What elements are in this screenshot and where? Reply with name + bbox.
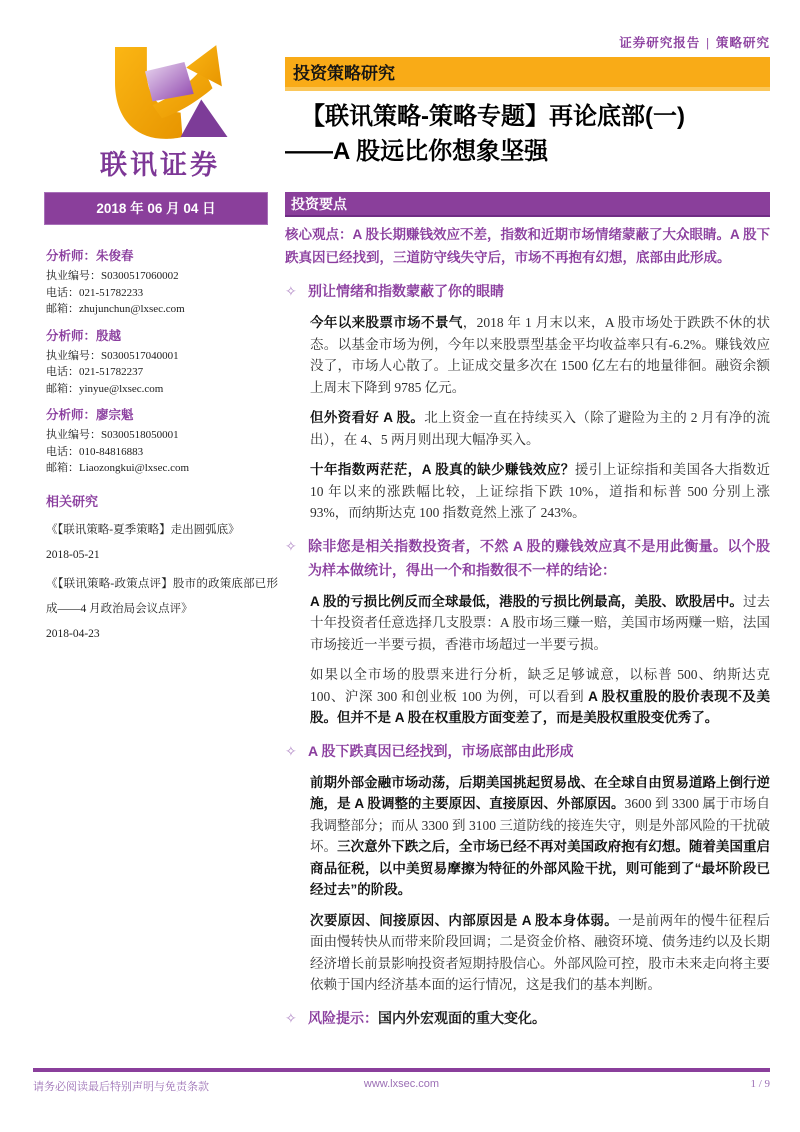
section-heading xyxy=(285,1006,770,1030)
diamond-bullet-icon: ✧ xyxy=(285,283,297,299)
company-logo xyxy=(55,42,265,182)
analyst-block xyxy=(46,407,278,477)
analyst-license: 执业编号：S0300518050001 xyxy=(46,429,179,441)
body-paragraph: 十年指数两茫茫，A 股真的缺少赚钱效应？援引上证综指和美国各大指数近 10 年以来的涨跌幅比较，上证综指下跌 10%，道指和标普 500 分别上涨 93%，而纳斯达克 100 指数竟然上涨了 243%。 xyxy=(310,462,770,520)
lianxun-logo-icon xyxy=(85,42,235,142)
section-heading xyxy=(285,534,770,582)
body-paragraph: 次要原因、间接原因、内部原因是 A 股本身体弱。一是前两年的慢牛征程后面由慢转快从而带来阶段回调；二是资金价格、融资环境、债务违约以及长期经济增长前景影响投资者短期持股信心。外部风险可控，股市未来走向将主要依赖于国内经济基本面的运行情况，这是我们的基本判断。 xyxy=(310,912,771,992)
analyst-phone: 电话：021-51782233 xyxy=(46,286,144,299)
classification-separator: | xyxy=(706,36,710,50)
analyst-email: 邮箱：Liaozongkui@lxsec.com xyxy=(46,462,190,474)
related-research-item xyxy=(46,572,278,647)
footer-website-link[interactable]: www.lxsec.com xyxy=(363,1078,440,1090)
related-research xyxy=(46,491,278,647)
footer-page-number: 1 / 9 xyxy=(750,1078,770,1090)
core-viewpoint: 核心观点：A 股长期赚钱效应不差，指数和近期市场情绪蒙蔽了大众眼睛。A 股下跌真因已经找到，三道防守线失守后，市场不再抱有幻想，底部由此形成。 xyxy=(285,227,770,265)
body-paragraph: 今年以来股票市场不景气，2018 年 1 月末以来，A 股市场处于跌跌不休的状态。以基金市场为例，今年以来股票型基金平均收益率只有-6.2%。赚钱效应没了，市场人心散了。上证成交量多次在 1500 亿左右的地量徘徊。融资余额上周末下降到 9785 亿元。 xyxy=(310,315,771,395)
related-research-title: 相关研究 xyxy=(46,493,99,509)
footer-disclaimer: 请务必阅读最后特别声明与免责条款 xyxy=(33,1081,209,1093)
related-research-item-title: 《【联讯策略-夏季策略】走出圆弧底》 xyxy=(46,523,240,536)
diamond-bullet-icon: ✧ xyxy=(285,1009,297,1026)
company-name: 联讯证券 xyxy=(100,150,220,180)
report-classification xyxy=(619,33,770,51)
investment-highlights-bar: 投资要点 xyxy=(285,192,770,217)
report-date: 2018 年 06 月 04 日 xyxy=(44,192,268,225)
diamond-bullet-icon: ✧ xyxy=(285,742,297,759)
analyst-email: 邮箱：yinyue@lxsec.com xyxy=(46,382,164,395)
section-heading-text: A 股下跌真因已经找到，市场底部由此形成 xyxy=(308,742,574,759)
content-blocks xyxy=(285,279,770,1030)
analyst-list xyxy=(46,248,278,477)
diamond-bullet-icon: ✧ xyxy=(285,537,297,554)
report-category-label: 策略研究 xyxy=(715,36,770,50)
series-bar: 投资策略研究 xyxy=(285,57,770,91)
analyst-license: 执业编号：S0300517060002 xyxy=(46,270,179,282)
report-title xyxy=(285,99,780,169)
sidebar xyxy=(46,248,278,651)
related-research-item-date: 2018-04-23 xyxy=(46,627,100,640)
body-paragraph: 前期外部金融市场动荡，后期美国挑起贸易战、在全球自由贸易道路上倒行逆施，是 A 股调整的主要原因、直接原因、外部原因。3600 到 3300 属于市场自我调整部分；而从 3300 到 3100 三道防线的接连失守，则是外部风险的干扰破坏。三次意外下跌之后，全市场已经不再对美国政府抱有幻想。随着美国重启商品征税，以中美贸易摩擦为特征的外部风险干扰，则可能到了“最坏阶段已经过去”的阶段。 xyxy=(310,774,771,897)
section-heading-text: 风险提示：国内外宏观面的重大变化。 xyxy=(308,1009,546,1026)
analyst-block xyxy=(46,248,278,318)
report-type-label: 证券研究报告 xyxy=(619,36,701,50)
analyst-block xyxy=(46,328,278,398)
analyst-phone: 电话：010-84816883 xyxy=(46,445,144,458)
body-paragraph: A 股的亏损比例反而全球最低，港股的亏损比例最高，美股、欧股居中。过去十年投资者任意选择几支股票：A 股市场三赚一赔，美国市场两赚一赔，法国市场接近一半要亏损，香港市场超过一半要亏损。 xyxy=(310,593,770,652)
main-content xyxy=(285,192,770,1030)
analyst-email: 邮箱：zhujunchun@lxsec.com xyxy=(46,303,185,315)
footer xyxy=(33,1078,770,1094)
related-research-item-date: 2018-05-21 xyxy=(46,548,100,561)
related-research-item-title: 《【联讯策略-政策点评】股市的政策底部已形成——4 月政治局会议点评》 xyxy=(46,577,278,615)
related-research-item xyxy=(46,518,278,568)
section-heading-text: 除非您是相关指数投资者，不然 A 股的赚钱效应真不是用此衡量。以个股为样本做统计，得出一个和指数很不一样的结论： xyxy=(308,537,770,578)
analyst-name: 分析师：廖宗魁 xyxy=(46,408,134,422)
section-heading xyxy=(285,739,770,763)
analyst-name: 分析师：殷越 xyxy=(46,328,122,343)
section-heading xyxy=(285,279,770,303)
analyst-license: 执业编号：S0300517040001 xyxy=(46,349,179,362)
footer-divider xyxy=(33,1068,770,1072)
body-paragraph: 如果以全市场的股票来进行分析，缺乏足够诚意，以标普 500、纳斯达克 100、沪深 300 和创业板 100 为例，可以看到 A 股权重股的股价表现不及美股。但并不是 A 股在权重股方面变差了，而是美股权重股变优秀了。 xyxy=(310,667,770,725)
section-heading-text: 别让情绪和指数蒙蔽了你的眼睛 xyxy=(308,283,504,299)
body-paragraph: 但外资看好 A 股。北上资金一直在持续买入（除了避险为主的 2 月有净的流出），在 4、5 两月则出现大幅净买入。 xyxy=(310,410,771,447)
report-title-line2: ——A 股远比你想象坚强 xyxy=(285,138,549,165)
related-research-list xyxy=(46,518,278,647)
analyst-name: 分析师：朱俊春 xyxy=(46,249,134,263)
report-title-line1: 【联讯策略-策略专题】再论底部(一) xyxy=(301,103,685,130)
analyst-phone: 电话：021-51782237 xyxy=(46,366,144,378)
